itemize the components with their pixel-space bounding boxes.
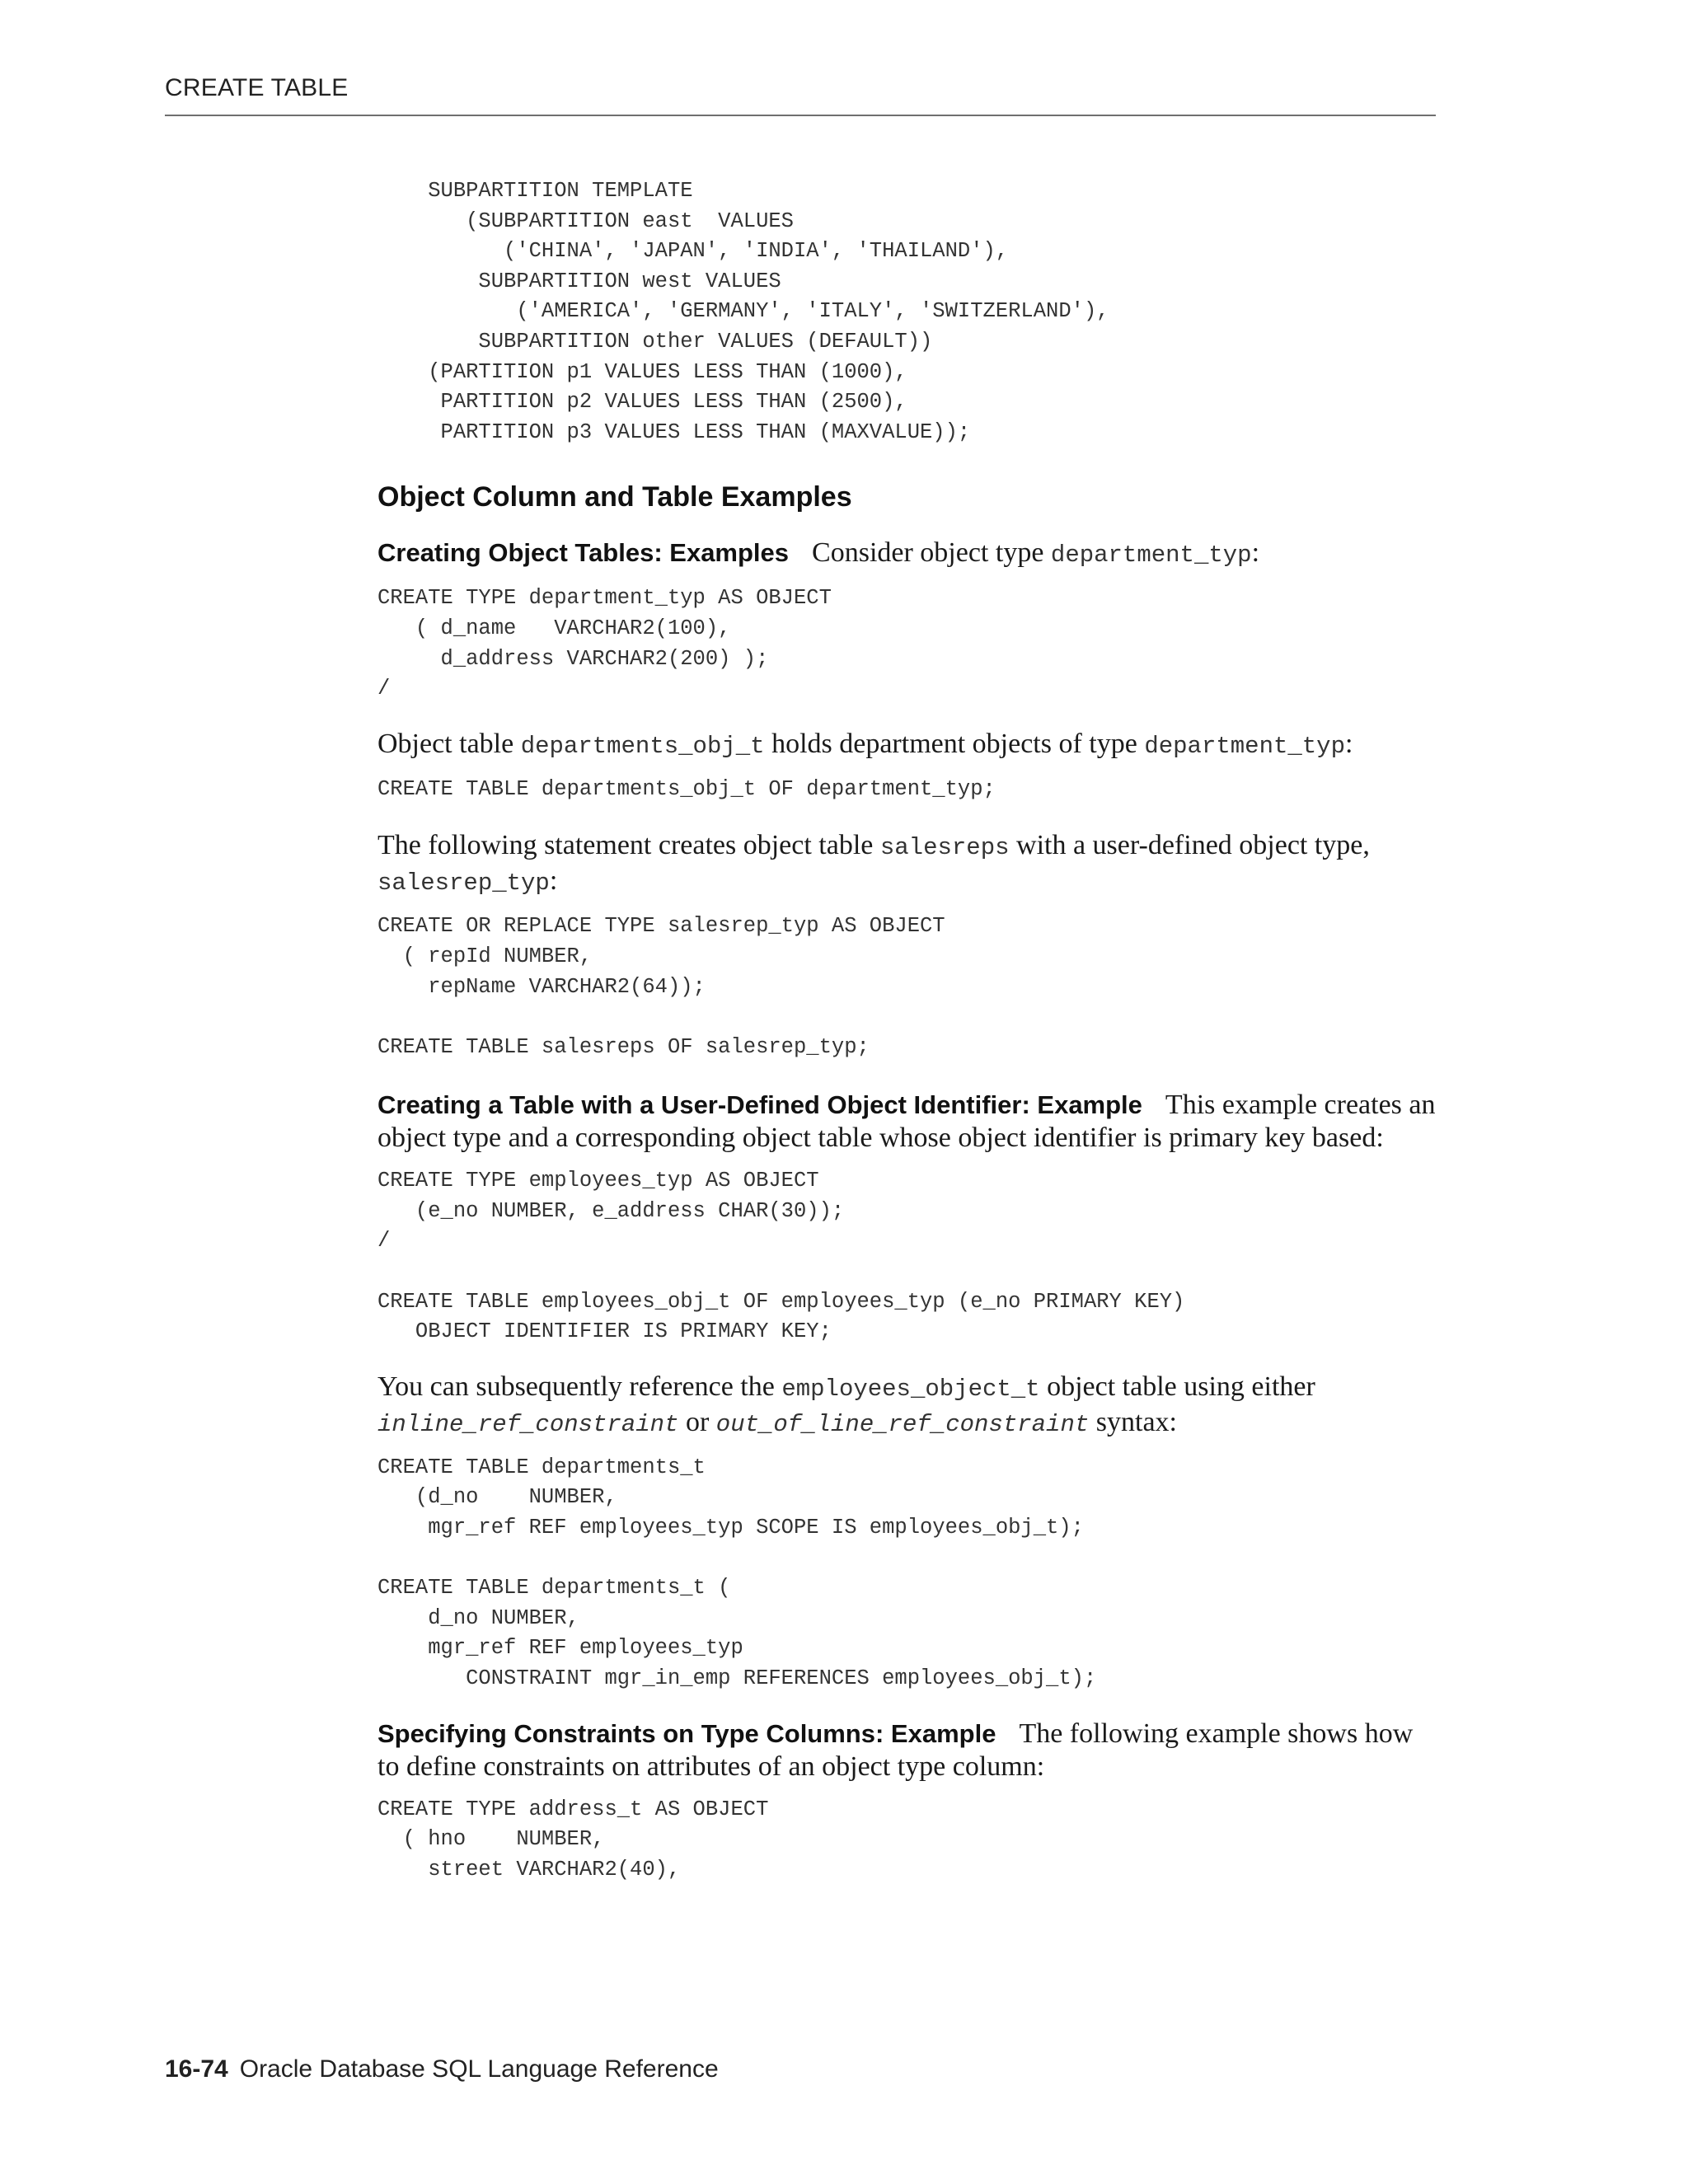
code-block-address-t: CREATE TYPE address_t AS OBJECT ( hno NUMBER, street VARCHAR2(40),	[377, 1797, 769, 1882]
runin-heading-object-tables: Creating Object Tables: Examples	[377, 538, 790, 568]
code-block-salesrep-typ: CREATE OR REPLACE TYPE salesrep_typ AS OBJECT ( repId NUMBER, repName VARCHAR2(64)); CREATE TABLE salesreps OF salesrep_typ;	[377, 914, 945, 1059]
code-block-create-departments-obj-t: CREATE TABLE departments_obj_t OF department_typ;	[377, 776, 996, 801]
running-header-title: CREATE TABLE	[165, 74, 349, 101]
paragraph-salesreps: The following statement creates object table salesreps with a user-defined object type, salesrep_typ:	[377, 830, 1370, 898]
runin-heading-user-defined-oid: Creating a Table with a User-Defined Object Identifier: Example	[377, 1090, 1142, 1120]
section-heading: Object Column and Table Examples	[377, 481, 852, 513]
header-rule	[165, 115, 1436, 116]
page-footer	[165, 2055, 719, 2083]
code-block-departments-t: CREATE TABLE departments_t (d_no NUMBER, mgr_ref REF employees_typ SCOPE IS employees_obj_t); CREATE TABLE departments_t ( d_no NUMBER, mgr_ref REF employees_typ CONSTRAINT mgr_in_emp REFERENCES employees_obj_t);	[377, 1455, 1097, 1690]
runin-heading-type-constraints: Specifying Constraints on Type Columns: Example	[377, 1718, 996, 1748]
paragraph-ref-constraint: You can subsequently reference the employees_object_t object table using either inline_ref_constraint or out_of_line_ref_constraint syntax:	[377, 1371, 1315, 1438]
page-number: 16-74	[165, 2055, 228, 2083]
paragraph-object-tables-intro: Creating Object Tables: Examples Consider object type department_typ:	[377, 537, 1260, 569]
book-title: Oracle Database SQL Language Reference	[239, 2055, 719, 2083]
paragraph-user-defined-oid: Creating a Table with a User-Defined Object Identifier: Example This example creates an object type and a corresponding object table whose object identifier is primary key based:	[377, 1090, 1436, 1154]
page-content	[377, 176, 1441, 1885]
code-block-department-typ: CREATE TYPE department_typ AS OBJECT ( d_name VARCHAR2(100), d_address VARCHAR2(200) ); /	[377, 586, 832, 701]
code-block-employees-typ: CREATE TYPE employees_typ AS OBJECT (e_no NUMBER, e_address CHAR(30)); / CREATE TABLE employees_obj_t OF employees_typ (e_no PRIMARY KEY) OBJECT IDENTIFIER IS PRIMARY KEY;	[377, 1169, 1185, 1344]
paragraph-departments-obj-t: Object table departments_obj_t holds department objects of type department_typ:	[377, 728, 1353, 760]
paragraph-type-constraints: Specifying Constraints on Type Columns: Example The following example shows how to define constraints on attributes of an object type column:	[377, 1718, 1414, 1782]
code-block-subpartition-template: SUBPARTITION TEMPLATE (SUBPARTITION east VALUES ('CHINA', 'JAPAN', 'INDIA', 'THAILAND'), SUBPARTITION west VALUES ('AMERICA', 'GERMANY', 'ITALY', 'SWITZERLAND'), SUBPARTITION other VALUES (DEFAULT)) (PARTITION p1 VALUES LESS THAN (1000), PARTITION p2 VALUES LESS THAN (2500), PARTITION p3 VALUES LESS THAN (MAXVALUE));	[428, 179, 1109, 444]
